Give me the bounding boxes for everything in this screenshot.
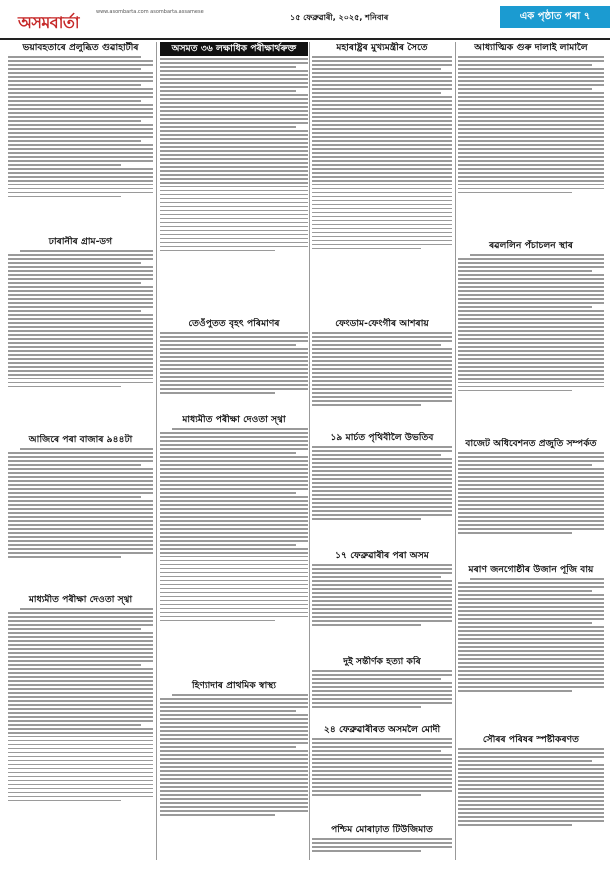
article-headline[interactable]: ভয়াবহতাৰে প্ৰলুব্ধিত গুৱাহাটীৰ: [22, 42, 139, 53]
article-headline[interactable]: ঢাৰানীৰ গ্ৰাম-ডগ: [48, 236, 113, 247]
article-body: [160, 694, 308, 872]
article-headline[interactable]: তেওঁপুতত বৃহৎ পৰিমাণৰ: [188, 318, 280, 329]
article-headline[interactable]: মৰাণ জনগোষ্ঠীৰ উজান পূজি বায়: [468, 564, 594, 575]
article-headline[interactable]: অসমত ৩৬ লক্ষাধিক পৰীক্ষাৰ্থৰুক্ত: [160, 42, 308, 56]
newspaper-logo[interactable]: অসমবাৰ্তা: [18, 13, 80, 32]
article-headline[interactable]: ফেংডাম-ফেংগীৰ আশৰায়: [335, 318, 429, 329]
article-students: [458, 240, 604, 436]
article-body: [8, 608, 153, 872]
article-body: [458, 748, 604, 872]
article-modi-visit: [312, 724, 452, 822]
article-primary-health: [160, 680, 308, 858]
article-headline[interactable]: মাধ্যমীত পৰীক্ষা দেওতা স্থ্বা: [182, 414, 286, 425]
article-secondary-exam: [160, 414, 308, 678]
article-moran: [458, 564, 604, 732]
article-headline[interactable]: পশ্চিম মোৰাঢ়াত টিউজিমাত: [331, 824, 433, 835]
article-market: [8, 434, 153, 592]
article-body: [312, 564, 452, 668]
issue-date: ১৫ ফেব্ৰুৱাৰী, ২০২৫, শনিবাৰ: [290, 13, 389, 22]
column-divider: [455, 42, 456, 860]
page-number-tag: এক পৃষ্ঠাত পৰা ৭: [500, 6, 610, 28]
article-body: [312, 838, 452, 872]
article-body: [458, 254, 604, 450]
article-body: [8, 56, 153, 246]
column-divider: [156, 42, 157, 860]
column-divider: [309, 42, 310, 860]
website-links[interactable]: www.asombarta.com asombarta.assamese: [96, 9, 204, 15]
article-body: [160, 332, 308, 426]
article-budget-session: [458, 438, 604, 562]
article-dalai-lama: [458, 42, 604, 238]
article-candidates: [160, 42, 308, 314]
article-body: [458, 452, 604, 576]
article-headline[interactable]: হিণ্যাদাৰ প্ৰাথমিক স্বাস্থ্য: [191, 680, 277, 691]
article-exam: [8, 594, 153, 858]
article-headline[interactable]: দুই সন্তীৰ্ণক হত্যা কৰি: [343, 656, 421, 667]
article-body: [312, 446, 452, 562]
article-body: [458, 56, 604, 252]
article-body: [458, 578, 604, 746]
article-headline[interactable]: ১৯ মাৰ্চত পৃথিবীলৈ উভতিব: [330, 432, 434, 443]
column-4: [458, 42, 604, 860]
masthead: [0, 0, 610, 40]
column-3: [312, 42, 452, 860]
article-headline[interactable]: মহাৰাষ্ট্ৰৰ মুখ্যমন্ত্ৰীৰ সৈতে: [336, 42, 428, 53]
article-assam-feb17: [312, 550, 452, 654]
article-large-quantity: [160, 318, 308, 412]
article-village: [8, 236, 153, 432]
article-headline[interactable]: ৰৱললিন পঁচাচলন স্থাৰ: [489, 240, 573, 251]
article-body: [312, 738, 452, 836]
article-headline[interactable]: ২৪ ফেব্ৰুৱাৰীৰত অসমলৈ মোদী: [323, 724, 441, 735]
article-headline[interactable]: বাজেট অধিবেশনত প্ৰজুতি সম্পৰ্কত: [465, 438, 597, 449]
article-headline[interactable]: ১৭ ফেব্ৰুৱাৰীৰ পৰা অসম: [335, 550, 429, 561]
article-body: [8, 448, 153, 606]
article-body: [312, 56, 452, 330]
article-body: [160, 58, 308, 330]
column-1: [8, 42, 153, 860]
article-maharashtra-cm: [312, 42, 452, 316]
article-guwahati: [8, 42, 153, 232]
article-headline[interactable]: মাধ্যমীত পৰীক্ষা দেওতা স্থ্বা: [28, 594, 133, 605]
article-headline[interactable]: আজিৰে পৰা বাজাৰ ৯৪৪টা: [28, 434, 133, 445]
article-body: [8, 250, 153, 446]
article-body: [312, 332, 452, 444]
article-murder: [312, 656, 452, 722]
article-fengdam: [312, 318, 452, 430]
article-headline[interactable]: আধ্যাত্মিক গুৰু দালাই লামালৈ: [474, 42, 588, 53]
article-headline[interactable]: সৌৰৰ পৰিষৰ স্পষ্টীকৰণত: [482, 734, 580, 745]
article-west-moradha: [312, 824, 452, 858]
article-body: [160, 428, 308, 692]
column-2: [160, 42, 308, 860]
article-solar-council: [458, 734, 604, 858]
article-return-earth: [312, 432, 452, 548]
